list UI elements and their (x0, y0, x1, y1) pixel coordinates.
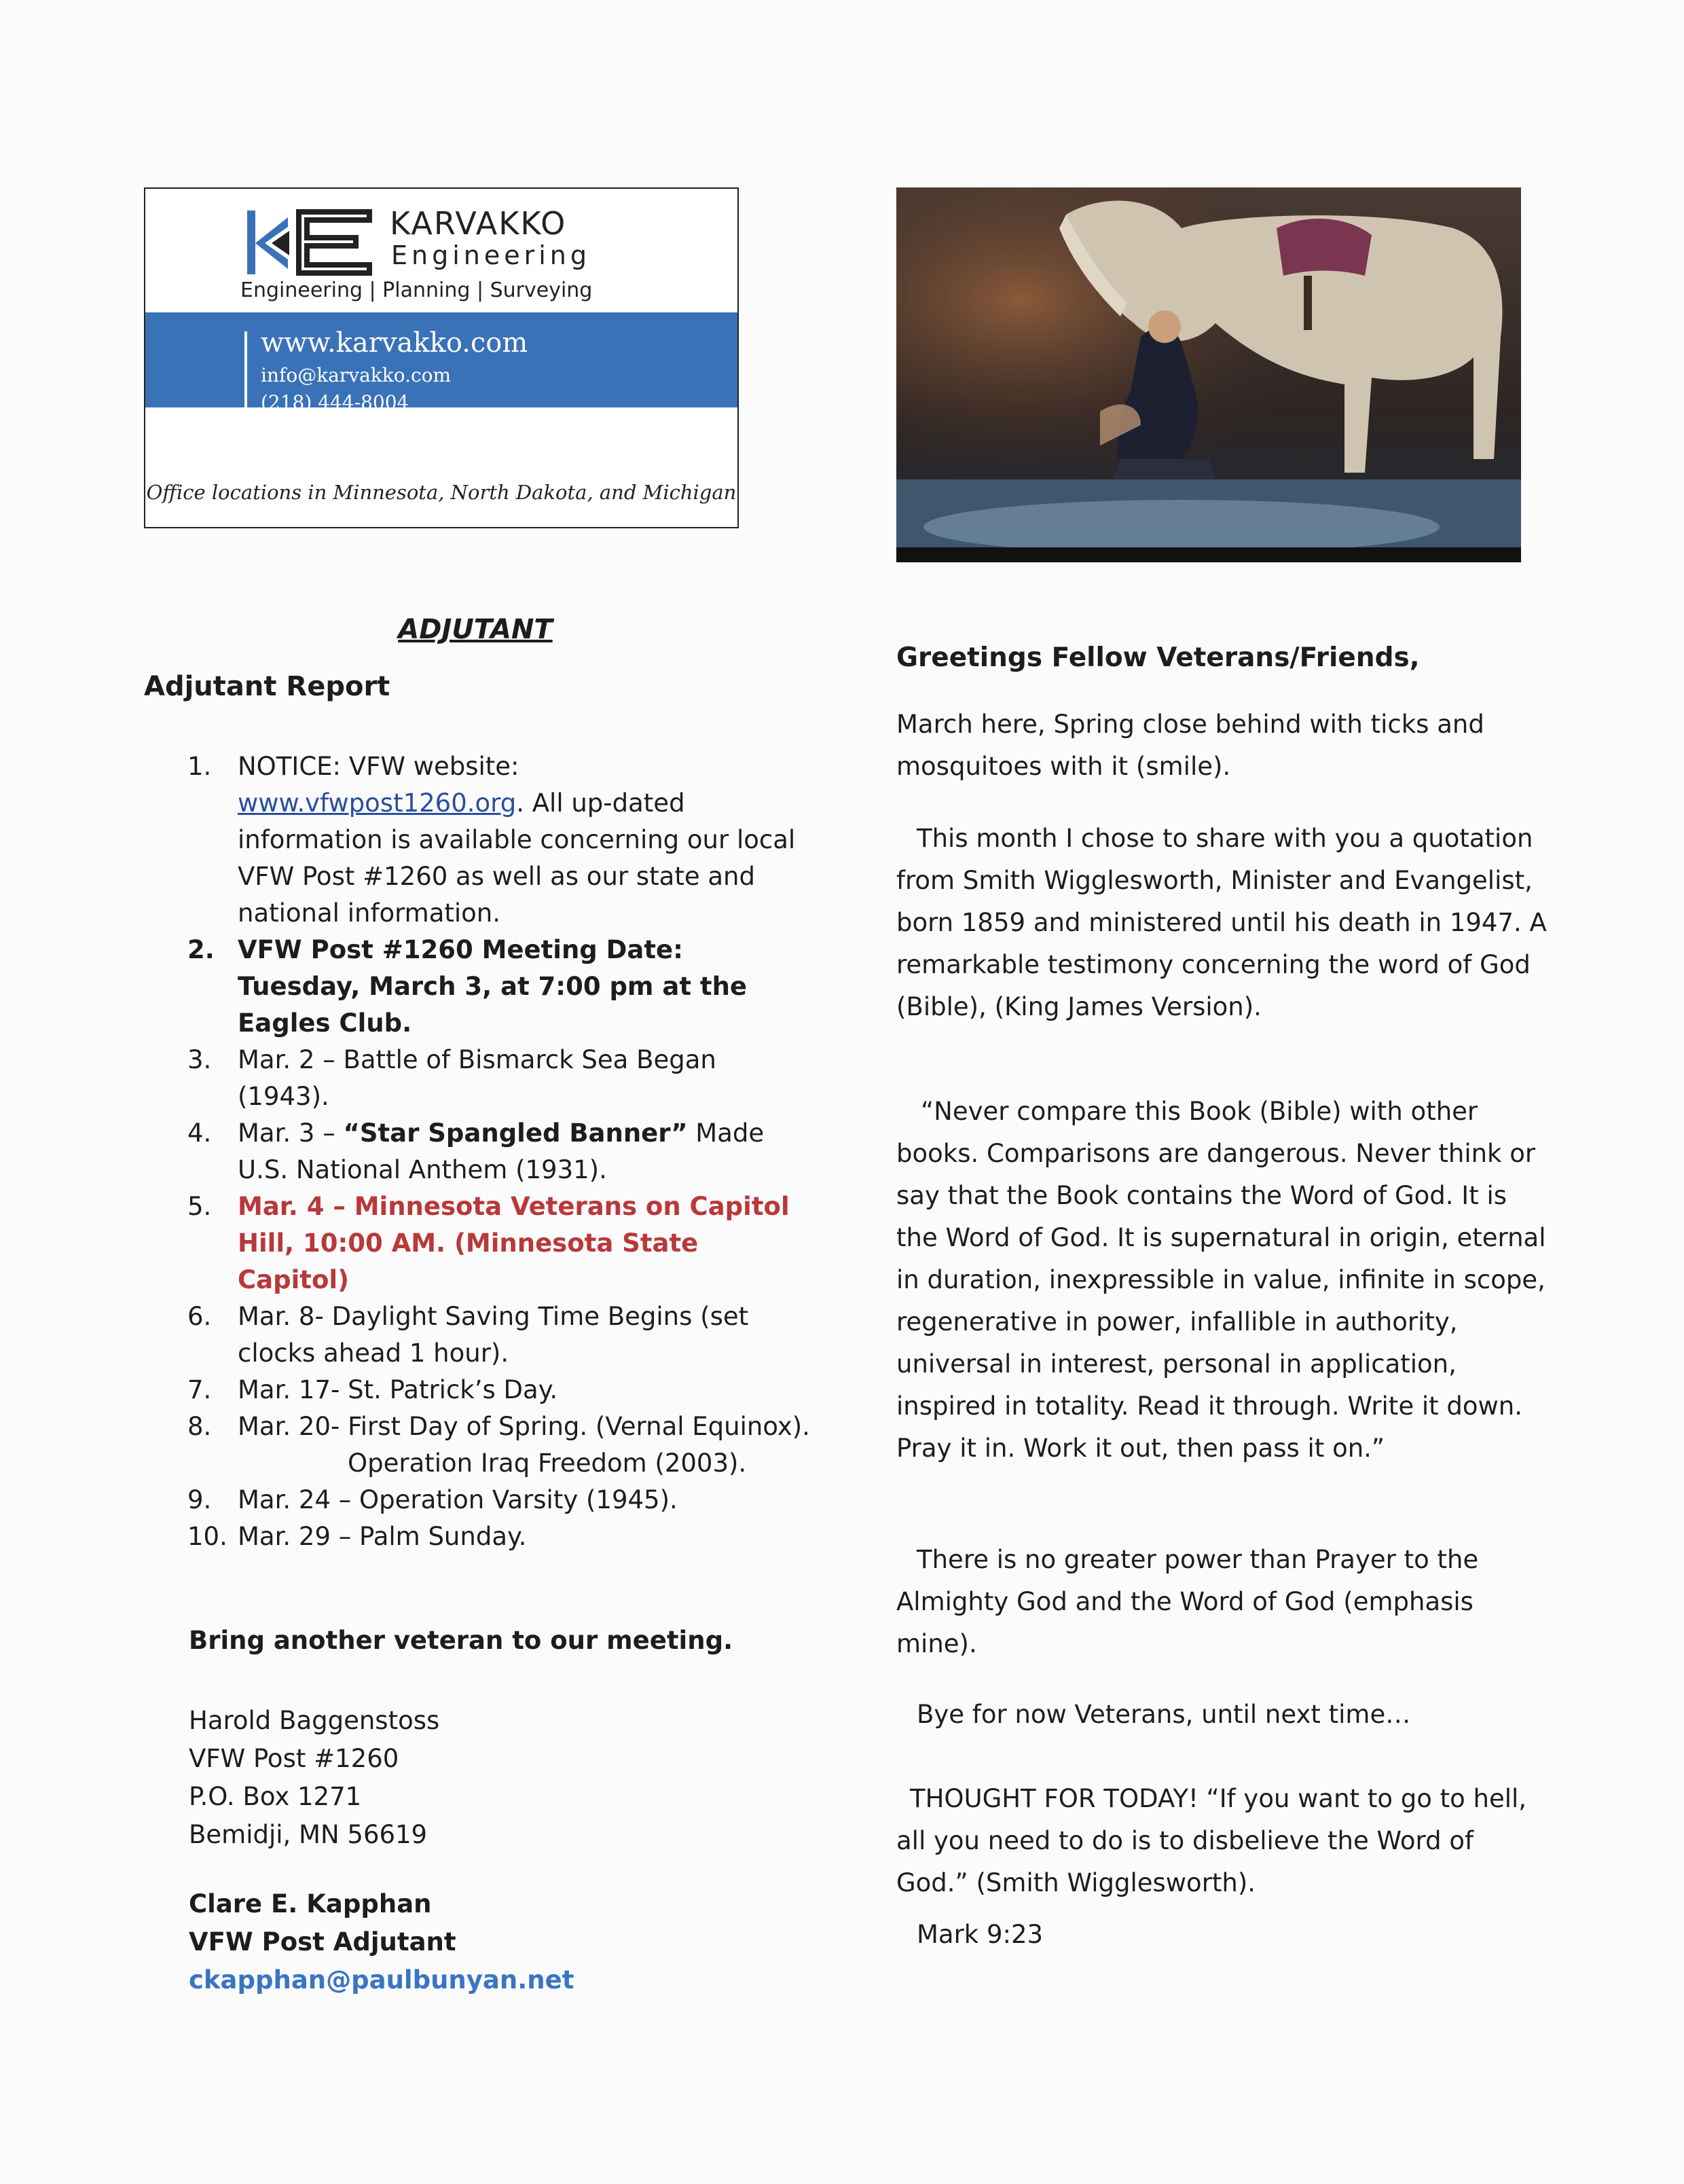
wigglesworth-quote: “Never compare this Book (Bible) with other books. Comparisons are dangerous. Never think or say that the Book contains the Word of God. It is the Word of God. It is supernatural in origin, eternal in duration, inexpressible in value, infinite in scope, regenerative in power, infallible in authority, universal in interest, personal in application, inspired in totality. Read it through. Write it down. Pray it in. Work it out, then pass it on.” (896, 1097, 1546, 1463)
address-line: VFW Post #1260 (189, 1744, 399, 1773)
list-number: 2. (187, 935, 215, 964)
list-number: 5. (187, 1192, 212, 1221)
ad-brand-sub: Engineering (391, 240, 591, 270)
bring-veteran-note: Bring another veteran to our meeting. (189, 1626, 733, 1655)
list-item (187, 1482, 812, 1518)
list-item-text: Mar. 20- First Day of Spring. (Vernal Equinox). (238, 1412, 810, 1441)
karvakko-ad (144, 187, 739, 528)
list-item-text: Mar. 8- Daylight Saving Time Begins (set clocks ahead 1 hour). (238, 1302, 749, 1368)
list-item-bold: “Star Spangled Banner” (343, 1118, 688, 1148)
ad-email[interactable]: info@karvakko.com (261, 364, 452, 386)
chaplain-closing: Bye for now Veterans, until next time… (917, 1700, 1411, 1729)
list-number: 3. (187, 1045, 212, 1074)
mailing-address (189, 1702, 732, 1854)
list-number: 1. (187, 752, 212, 781)
list-item-text: Mar. 17- St. Patrick’s Day. (238, 1375, 558, 1404)
list-number: 10. (187, 1522, 227, 1551)
chaplain-greeting: Greetings Fellow Veterans/Friends, (896, 642, 1420, 673)
address-line: P.O. Box 1271 (189, 1782, 362, 1811)
ad-offices: Office locations in Minnesota, North Dakota, and Michigan (146, 481, 737, 504)
address-line: Bemidji, MN 56619 (189, 1820, 428, 1849)
ad-contact-band (145, 312, 737, 414)
list-item-text: . All up-dated information is available concerning our local VFW Post #1260 as well as our state and national information. (238, 788, 796, 928)
list-item (187, 748, 812, 932)
list-item-text: Mar. 24 – Operation Varsity (1945). (238, 1485, 678, 1514)
list-item-text: Mar. 2 – Battle of Bismarck Sea Began (1943). (238, 1045, 716, 1111)
ad-website[interactable]: www.karvakko.com (261, 327, 528, 359)
adjutant-report-title: Adjutant Report (144, 671, 390, 702)
meeting-date: VFW Post #1260 Meeting Date: Tuesday, March 3, at 7:00 pm at the Eagles Club. (238, 935, 748, 1038)
list-number: 4. (187, 1118, 212, 1148)
address-line: Harold Baggenstoss (189, 1706, 440, 1735)
chaplain-paragraph: March here, Spring close behind with ticks and mosquitoes with it (smile). (896, 710, 1484, 781)
adjutant-signature (189, 1885, 732, 1999)
signature-title: VFW Post Adjutant (189, 1927, 456, 1956)
list-item (187, 1115, 812, 1188)
adjutant-list (187, 748, 812, 1555)
list-item-text: Mar. 29 – Palm Sunday. (238, 1522, 527, 1551)
list-number: 7. (187, 1375, 212, 1404)
scripture-reference: Mark 9:23 (917, 1920, 1044, 1949)
list-item (187, 1042, 812, 1115)
painting-image (896, 187, 1521, 562)
list-item (187, 1518, 812, 1555)
list-item-text: Made U.S. National Anthem (1931). (238, 1118, 765, 1184)
list-item-text: NOTICE: VFW website: (238, 752, 519, 781)
thought-for-today: THOUGHT FOR TODAY! “If you want to go to hell, all you need to do is to disbelieve the Word of God.” (Smith Wigglesworth). (896, 1784, 1527, 1897)
chaplain-paragraph: This month I chose to share with you a quotation from Smith Wigglesworth, Minister and Evangelist, born 1859 and ministered until his death in 1947. A remarkable testimony concerning the word of God (Bible), (King James Version). (896, 824, 1547, 1021)
horse-prayer-painting (896, 187, 1521, 562)
list-item (187, 1298, 812, 1372)
list-item-extra: Operation Iraq Freedom (2003). (348, 1449, 747, 1478)
vfw-website-link[interactable]: www.vfwpost1260.org (238, 788, 517, 818)
ad-phone: (218) 444-8004 (261, 391, 409, 414)
list-number: 6. (187, 1302, 212, 1331)
list-item (187, 1408, 812, 1482)
ad-divider (244, 331, 247, 416)
list-number: 9. (187, 1485, 212, 1514)
ad-tagline: Engineering | Planning | Surveying (240, 278, 593, 302)
signature-name: Clare E. Kapphan (189, 1889, 432, 1918)
list-item (187, 1188, 812, 1298)
signature-email-link[interactable]: ckapphan@paulbunyan.net (189, 1965, 574, 1995)
list-item (187, 932, 812, 1042)
ad-brand: KARVAKKO (390, 205, 567, 242)
adjutant-heading: ADJUTANT (398, 614, 553, 645)
list-number: 8. (187, 1412, 212, 1441)
ad-logo-area (145, 189, 737, 311)
list-item-text: Mar. 3 – (238, 1118, 344, 1148)
list-item (187, 1372, 812, 1408)
chaplain-paragraph: There is no greater power than Prayer to the Almighty God and the Word of God (emphasis mine). (896, 1545, 1479, 1658)
capitol-hill-event: Mar. 4 – Minnesota Veterans on Capitol Hill, 10:00 AM. (Minnesota State Capitol) (238, 1192, 790, 1294)
karvakko-logo-icon (240, 206, 376, 280)
